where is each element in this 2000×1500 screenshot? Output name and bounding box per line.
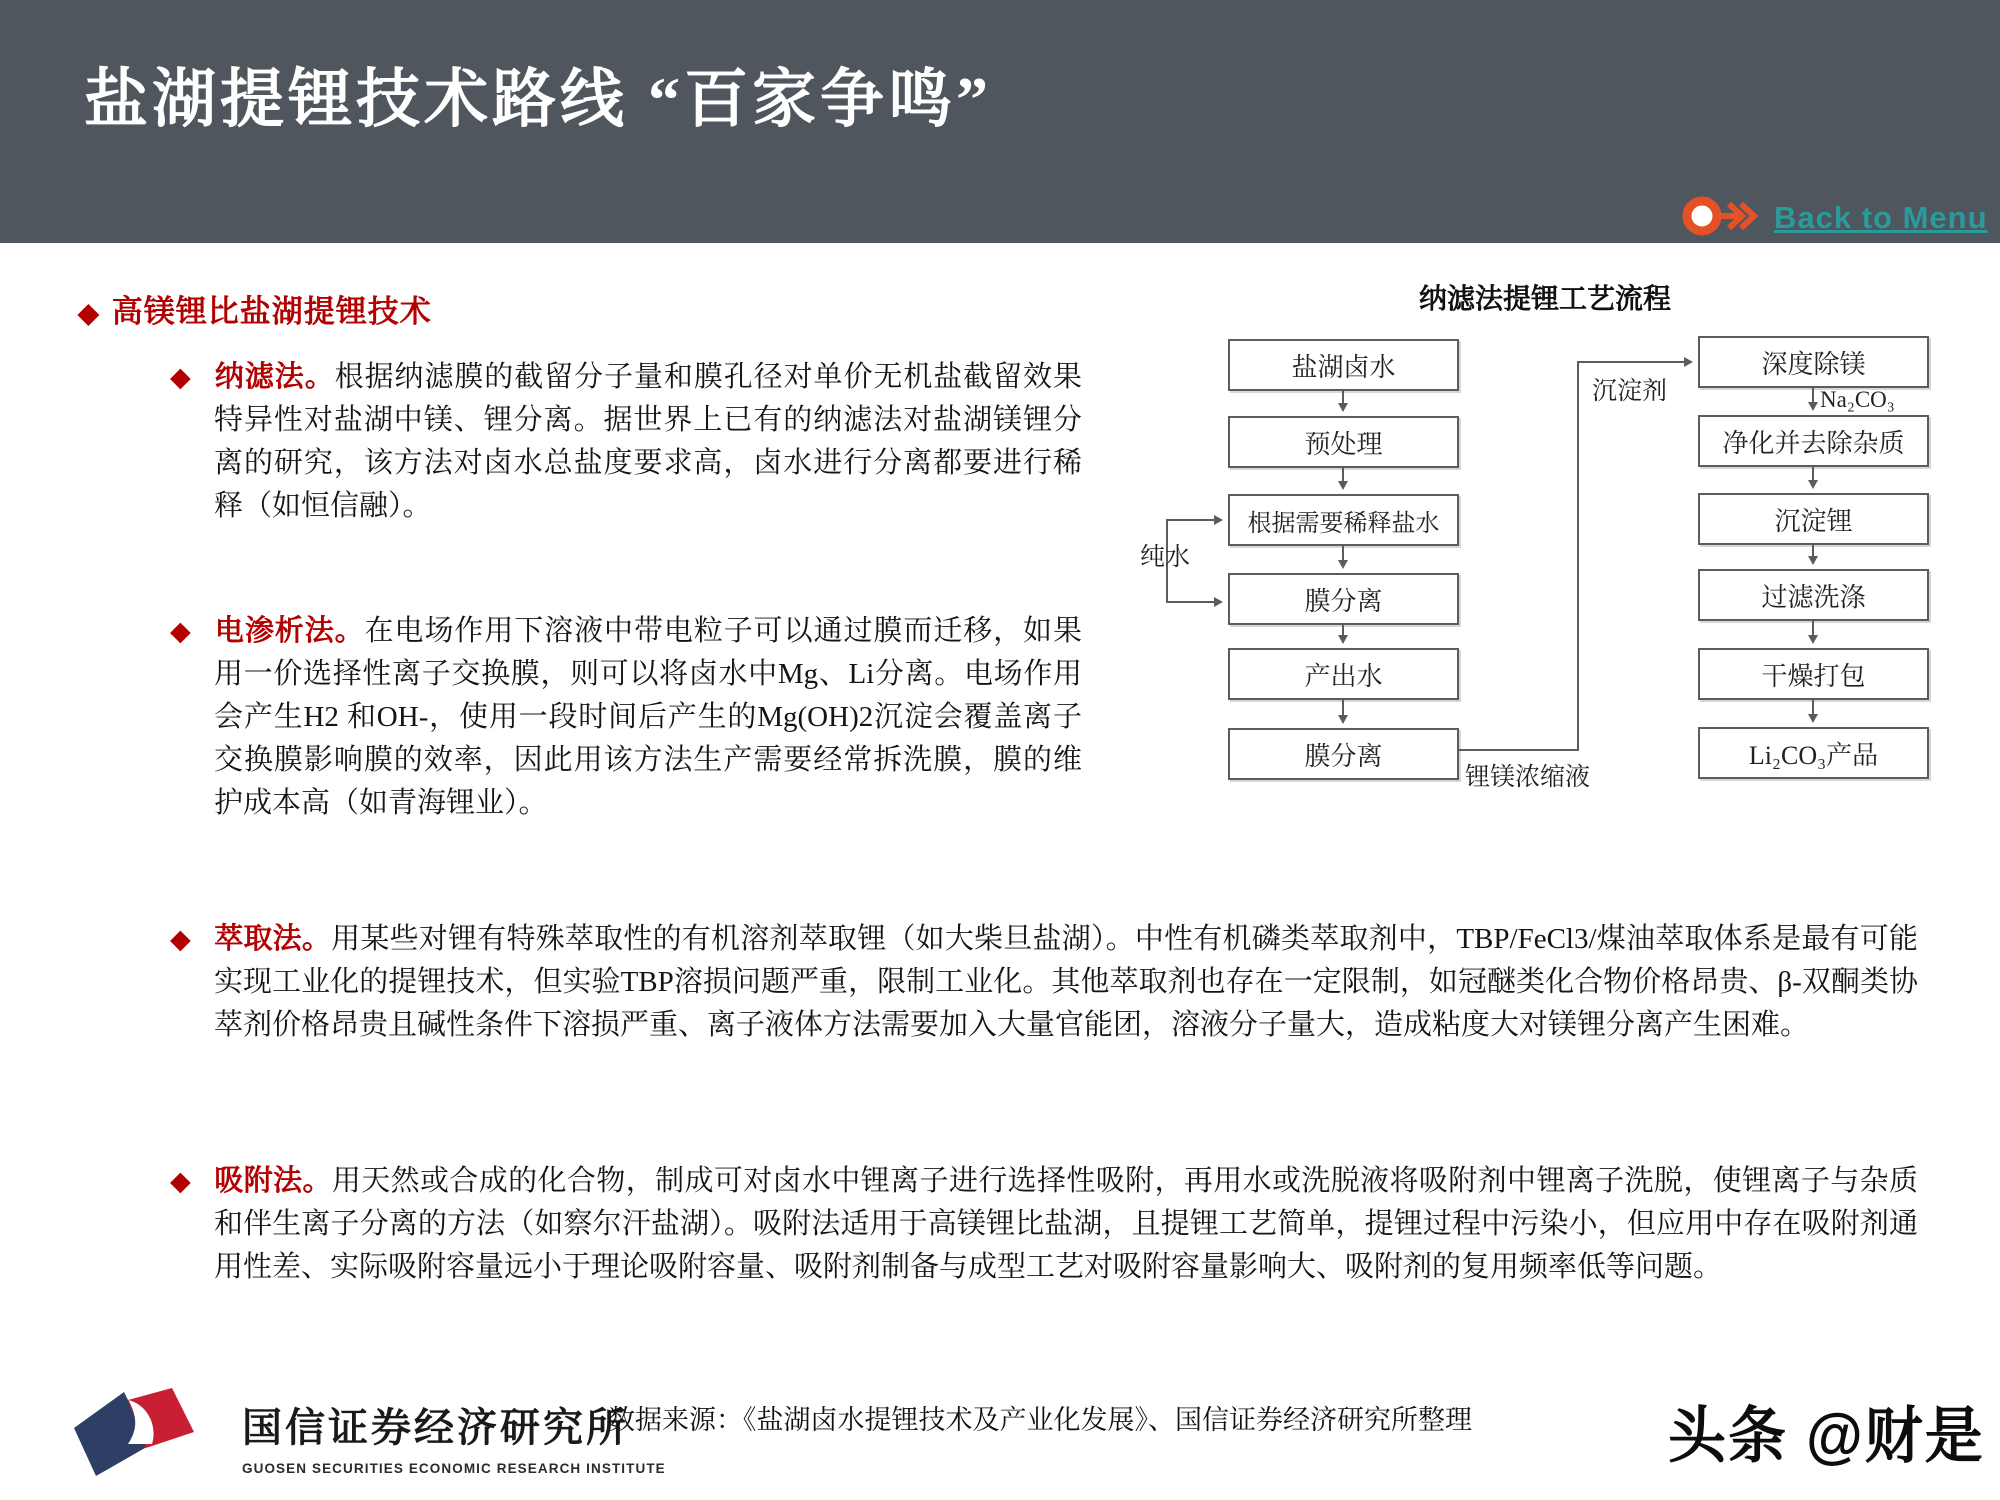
label-precipitant: 沉淀剂 <box>1592 378 1668 405</box>
back-arrow-icon <box>1682 192 1760 243</box>
bullet-text: 用某些对锂有特殊萃取性的有机溶剂萃取锂（如大柴旦盐湖）。中性有机磷类萃取剂中，TBP/FeCl3/煤油萃取体系是最有可能实现工业化的提锂技术，但实验TBP溶损问题严重，限制工业化。其他萃取剂也存在一定限制，如冠醚类化合物价格昂贵、β-双酮类协萃剂价格昂贵且碱性条件下溶损严重、离子液体方法需要加入大量官能团，溶液分子量大，造成粘度大对镁锂分离产生困难。 <box>214 923 1918 1041</box>
flow-box-product-water: 产出水 <box>1228 648 1459 700</box>
diamond-bullet-icon: ◆ <box>170 362 191 392</box>
bullet-text: 在电场作用下溶液中带电粒子可以通过膜而迁移，如果用一价选择性离子交换膜，则可以将卤水中Mg、Li分离。电场作用会产生H2 和OH-，使用一段时间后产生的Mg(OH)2沉淀会覆盖离子交换膜影响膜的效率，因此用该方法生产需要经常拆洗膜，膜的维护成本高（如青海锂业）。 <box>214 615 1082 819</box>
bullet-lead: 电渗析法。 <box>214 615 365 647</box>
label-li-mg-concentrate: 锂镁浓缩液 <box>1465 764 1591 791</box>
arrow-down-icon <box>1342 468 1344 487</box>
flow-box-purify-impurity: 净化并去除杂质 <box>1698 415 1929 467</box>
arrow-down-icon <box>1342 391 1344 409</box>
arrow-right-icon <box>1577 361 1690 363</box>
arrow-down-icon <box>1812 467 1814 486</box>
connector-line <box>1577 362 1579 751</box>
bullet-text: 用天然或合成的化合物，制成可对卤水中锂离子进行选择性吸附，再用水或洗脱液将吸附剂中锂离子洗脱，使锂离子与杂质和伴生离子分离的方法（如察尔汗盐湖）。吸附法适用于高镁锂比盐湖，且提锂工艺简单，提锂过程中污染小，但应用中存在吸附剂通用性差、实际吸附容量远小于理论吸附容量、吸附剂制备与成型工艺对吸附容量影响大、吸附剂的复用频率低等问题。 <box>214 1165 1918 1283</box>
bullet-text: 根据纳滤膜的截留分子量和膜孔径对单价无机盐截留效果特异性对盐湖中镁、锂分离。据世界上已有的纳滤法对盐湖镁锂分离的研究，该方法对卤水总盐度要求高，卤水进行分离都要进行稀释（如恒信融）。 <box>214 361 1082 522</box>
arrow-down-icon <box>1812 545 1814 562</box>
flowchart-title: 纳滤法提锂工艺流程 <box>1418 284 1671 315</box>
diamond-bullet-icon: ◆ <box>170 924 191 954</box>
flow-box-li2co3-product: Li₂CO₃产品 <box>1698 727 1929 779</box>
section-heading-label: 高镁锂比盐湖提锂技术 <box>111 294 432 329</box>
bullet-lead: 纳滤法。 <box>214 361 335 393</box>
section-heading <box>78 286 432 331</box>
diamond-bullet-icon: ◆ <box>170 1166 191 1196</box>
bullet-adsorption <box>170 1160 1918 1289</box>
diamond-bullet-icon: ◆ <box>170 616 191 646</box>
bullet-extraction <box>170 918 1918 1047</box>
flow-box-precipitate-li: 沉淀锂 <box>1698 493 1929 545</box>
connector-line <box>1459 749 1579 751</box>
arrow-down-icon <box>1812 621 1814 641</box>
flow-box-salt-lake-brine: 盐湖卤水 <box>1228 339 1459 391</box>
flow-box-deep-mg-removal: 深度除镁 <box>1698 336 1929 388</box>
flow-box-membrane-sep-1: 膜分离 <box>1228 573 1459 625</box>
arrow-down-icon <box>1342 700 1344 721</box>
watermark: 头条 @财是 <box>1668 1401 1985 1470</box>
label-pure-water: 纯水 <box>1140 544 1191 571</box>
arrow-down-icon <box>1342 625 1344 641</box>
bullet-lead: 吸附法。 <box>214 1165 332 1197</box>
bullet-lead: 萃取法。 <box>214 923 332 955</box>
page-title: 盐湖提锂技术路线 “百家争鸣” <box>84 64 992 135</box>
arrow-down-icon <box>1812 388 1814 408</box>
logo-text-block <box>242 1396 666 1476</box>
bullet-electrodialysis <box>170 610 1082 825</box>
back-to-menu <box>1682 192 1988 243</box>
guosen-logo-icon <box>66 1386 226 1487</box>
diamond-bullet-icon: ◆ <box>78 298 100 328</box>
bullet-nanofiltration <box>170 356 1082 528</box>
flowchart <box>1140 275 1960 855</box>
arrow-down-icon <box>1342 546 1344 566</box>
flow-box-membrane-sep-2: 膜分离 <box>1228 728 1459 780</box>
logo-title: 国信证券经济研究所 <box>242 1406 629 1450</box>
arrow-right-icon <box>1166 601 1220 603</box>
flow-box-filter-wash: 过滤洗涤 <box>1698 569 1929 621</box>
flow-box-dry-pack: 干燥打包 <box>1698 648 1929 700</box>
arrow-right-icon <box>1166 519 1220 521</box>
arrow-down-icon <box>1812 700 1814 720</box>
flow-box-dilute-brine: 根据需要稀释盐水 <box>1228 494 1459 546</box>
data-source-text: 数据来源：《盐湖卤水提锂技术及产业化发展》、国信证券经济研究所整理 <box>608 1405 1472 1435</box>
footer-logo <box>66 1386 666 1487</box>
back-to-menu-link[interactable]: Back to Menu <box>1774 199 1988 235</box>
header-band <box>0 0 2000 243</box>
logo-subtitle: GUOSEN SECURITIES ECONOMIC RESEARCH INSTITUTE <box>242 1461 666 1476</box>
flow-box-pretreatment: 预处理 <box>1228 416 1459 468</box>
label-na2co3: Na₂CO₃ <box>1820 387 1895 412</box>
